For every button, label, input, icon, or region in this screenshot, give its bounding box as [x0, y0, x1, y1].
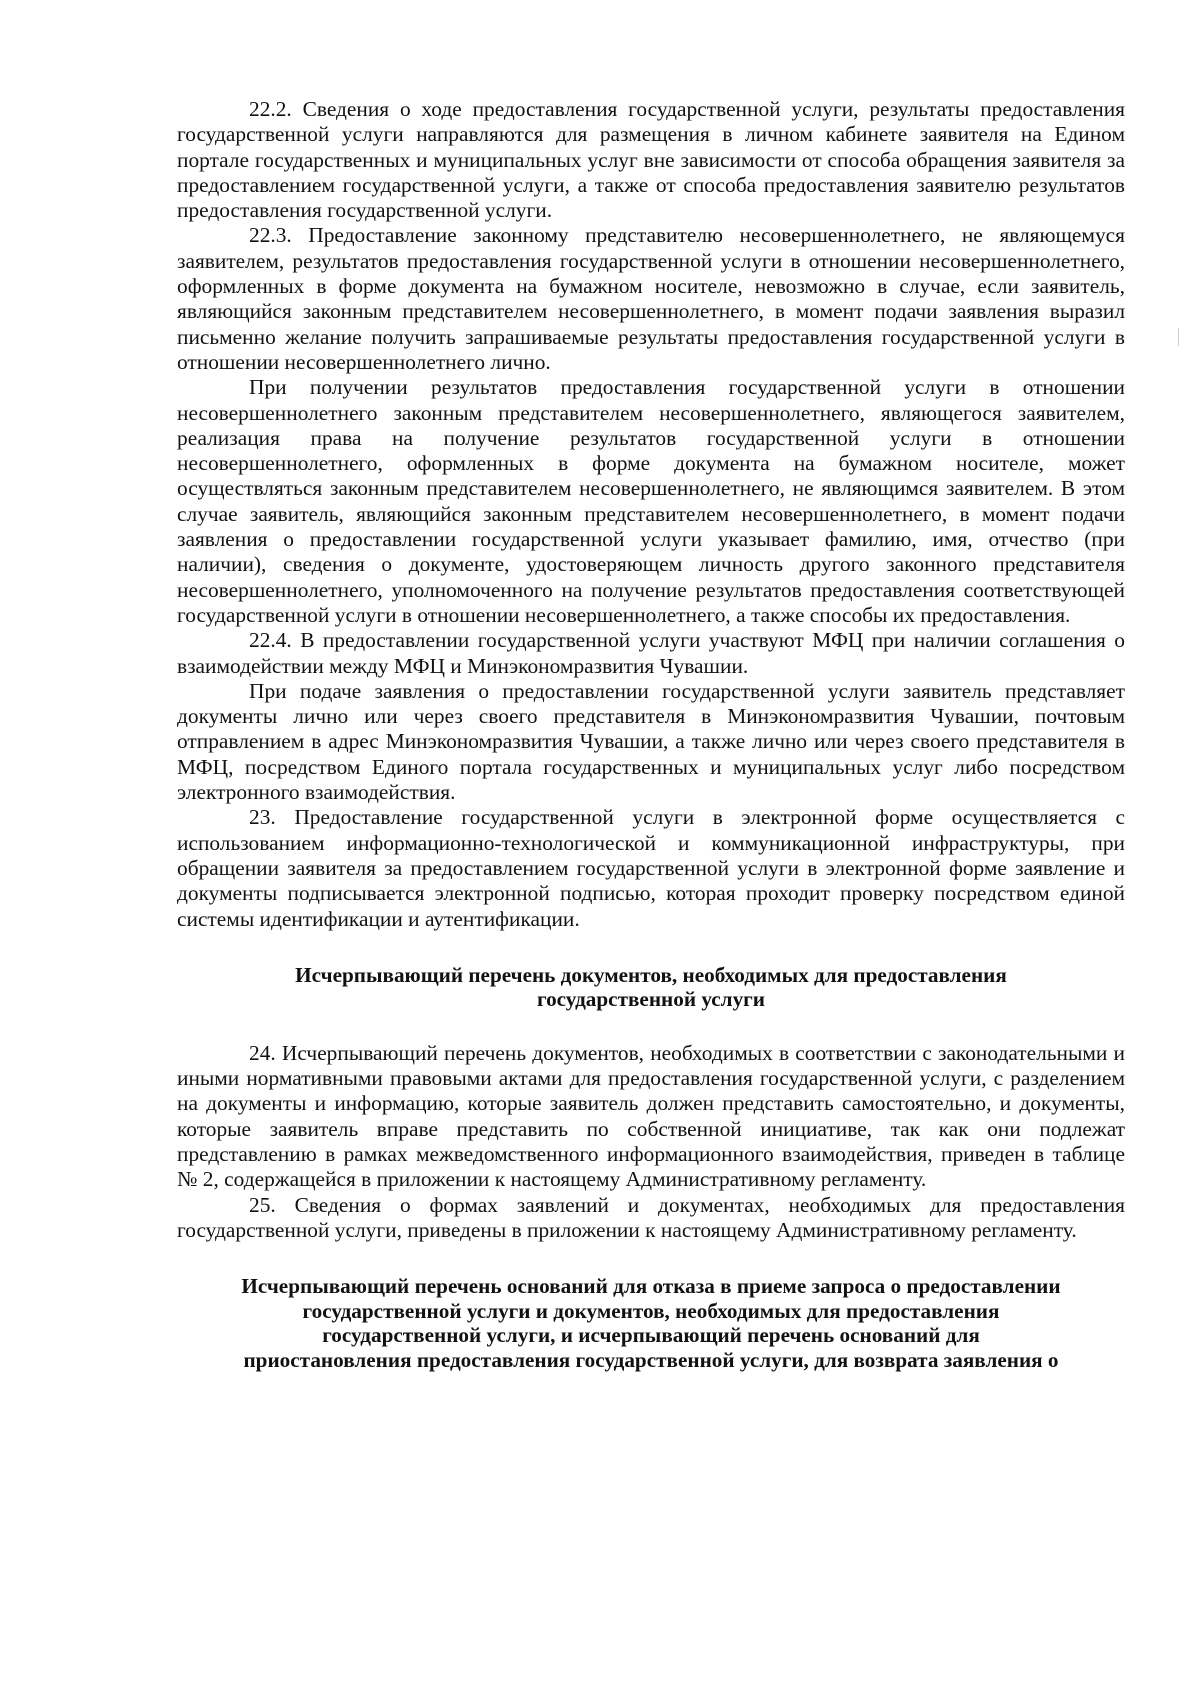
paragraph-22-3: 22.3. Предоставление законному представителю несовершеннолетнего, не являющемуся заявителем, результатов предоставления государственной услуги в отношении несовершеннолетнего, оформленных в форме документа на бумажном носителе, невозможно в случае, если заявитель, являющийся законным представителем несовершеннолетнего, в момент подачи заявления выразил письменно желание получить запрашиваемые результаты предоставления государственной услуги в отношении несовершеннолетнего лично.	[177, 223, 1125, 374]
document-page	[177, 97, 1125, 1372]
section-heading-documents-line-2: государственной услуги	[537, 987, 765, 1012]
section-heading-refusal-grounds-line-3: государственной услуги, и исчерпывающий перечень оснований для	[322, 1323, 980, 1348]
paragraph-22-4: 22.4. В предоставлении государственной услуги участвуют МФЦ при наличии соглашения о взаимодействии между МФЦ и Минэкономразвития Чувашии.	[177, 628, 1125, 678]
paragraph-application-submission: При подаче заявления о предоставлении государственной услуги заявитель представляет документы лично или через своего представителя в Минэкономразвития Чувашии, почтовым отправлением в адрес Минэкономразвития Чувашии, а также лично или через своего представителя в МФЦ, посредством Единого портала государственных и муниципальных услуг либо посредством электронного взаимодействия.	[177, 678, 1125, 805]
section-heading-documents	[177, 963, 1125, 1012]
paragraph-22-2: 22.2. Сведения о ходе предоставления государственной услуги, результаты предоставления государственной услуги направляются для размещения в личном кабинете заявителя на Едином портале государственных и муниципальных услуг вне зависимости от способа обращения заявителя за предоставлением государственной услуги, а также от способа предоставления заявителю результатов предоставления государственной услуги.	[177, 97, 1125, 223]
section-heading-refusal-grounds-line-4: приостановления предоставления государственной услуги, для возврата заявления о	[243, 1347, 1059, 1372]
paragraph-23: 23. Предоставление государственной услуги в электронной форме осуществляется с использованием информационно-технологической и коммуникационной инфраструктуры, при обращении заявителя за предоставлением государственной услуги в электронной форме заявление и документы подписывается электронной подписью, которая проходит проверку посредством единой системы идентификации и аутентификации.	[177, 805, 1125, 931]
section-heading-refusal-grounds	[177, 1274, 1125, 1372]
section-heading-refusal-grounds-line-1: Исчерпывающий перечень оснований для отказа в приеме запроса о предоставлении	[241, 1274, 1061, 1299]
section-heading-documents-line-1: Исчерпывающий перечень документов, необходимых для предоставления	[295, 962, 1007, 987]
paragraph-results-receipt: При получении результатов предоставления государственной услуги в отношении несовершеннолетнего законным представителем несовершеннолетнего, являющегося заявителем, реализация права на получение результатов государственной услуги в отношении несовершеннолетнего, оформленных в форме документа на бумажном носителе, может осуществляться законным представителем несовершеннолетнего, не являющимся заявителем. В этом случае заявитель, являющийся законным представителем несовершеннолетнего, в момент подачи заявления о предоставлении государственной услуги указывает фамилию, имя, отчество (при наличии), сведения о документе, удостоверяющем личность другого законного представителя несовершеннолетнего, уполномоченного на получение результатов предоставления соответствующей государственной услуги в отношении несовершеннолетнего, а также способы их предоставления.	[177, 375, 1125, 627]
scan-edge-mark	[1178, 328, 1179, 346]
paragraph-25: 25. Сведения о формах заявлений и документах, необходимых для предоставления государственной услуги, приведены в приложении к настоящему Административному регламенту.	[177, 1192, 1125, 1242]
paragraph-24: 24. Исчерпывающий перечень документов, необходимых в соответствии с законодательными и иными нормативными правовыми актами для предоставления государственной услуги, с разделением на документы и информацию, которые заявитель должен представить самостоятельно, и документы, которые заявитель вправе представить по собственной инициативе, так как они подлежат представлению в рамках межведомственного информационного взаимодействия, приведен в таблице № 2, содержащейся в приложении к настоящему Административному регламенту.	[177, 1040, 1125, 1192]
section-heading-refusal-grounds-line-2: государственной услуги и документов, необходимых для предоставления	[302, 1298, 1000, 1323]
